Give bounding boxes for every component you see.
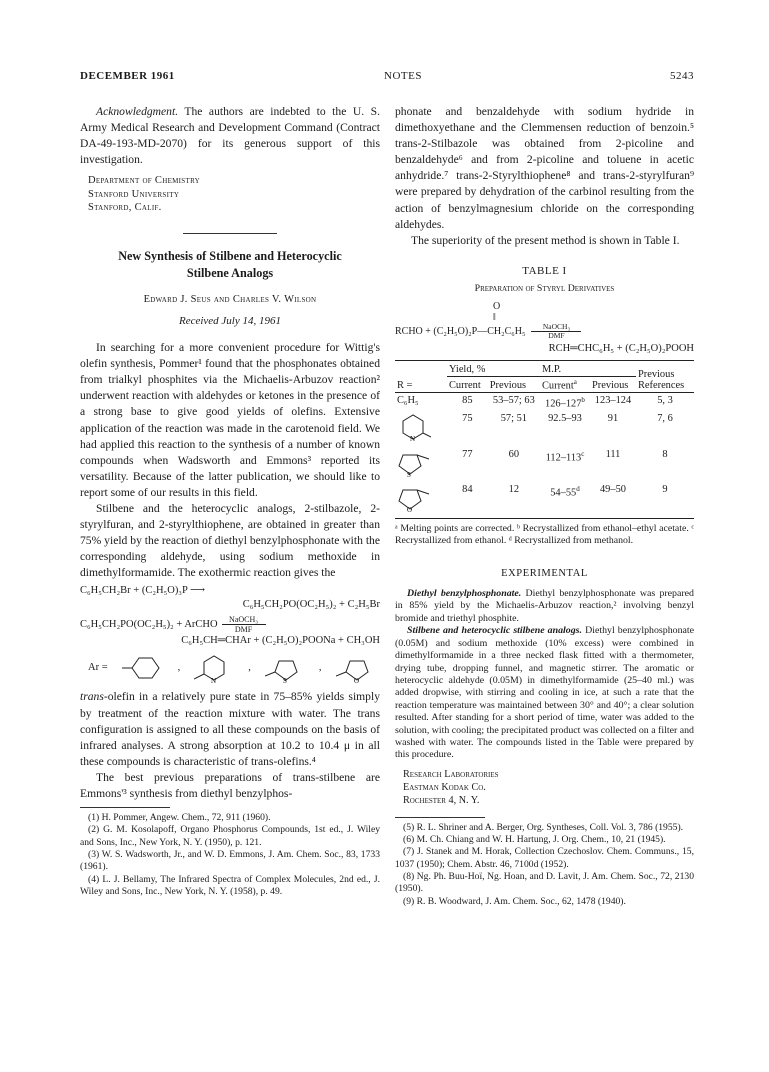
right-column	[395, 104, 694, 908]
left-column	[80, 104, 380, 898]
table-title: TABLE I	[522, 264, 567, 277]
footnote-3: (3) W. S. Wadsworth, Jr., and W. D. Emmons, J. Am. Chem. Soc., 83, 1733 (1961).	[80, 849, 380, 873]
cell-refs: 8	[662, 448, 668, 460]
cell-mp-previous: 49–50	[590, 482, 636, 518]
svg-text:N: N	[211, 677, 217, 684]
col-header-r: R =	[395, 361, 447, 392]
r-furyl	[395, 482, 447, 518]
page-number: 5243	[670, 70, 694, 82]
paragraph-synthesis: Stilbene and the heterocyclic analogs, 2-stilbazole, 2-styrylfuran, and 2-styrylthiophene, are obtained in greater than 75% yield by the reaction of diethyl benzylphosphonate with the corresponding aldehyde, using sodium methoxide in dimethylformamide. The exothermic reaction gives the	[80, 502, 380, 580]
furyl-ring-icon	[397, 484, 431, 512]
pyridyl-ring-icon	[397, 413, 431, 441]
footnote-7: (7) J. Stanek and M. Horak, Collection Czechoslov. Chem. Communs., 15, 1037 (1950); Chem. Abstr. 46, 7100d (1952).	[395, 846, 694, 870]
svg-text:S: S	[282, 677, 287, 684]
cell-mp-previous: 111	[605, 448, 621, 460]
article-title: New Synthesis of Stilbene and Heterocyclic Stilbene Analogs	[118, 248, 342, 280]
cell-yield-previous: 53–57; 63	[492, 394, 535, 406]
cell-mp-current: 126–127$^b$	[545, 395, 585, 409]
furyl-ring-icon	[336, 653, 376, 683]
footnotes-right	[395, 822, 694, 908]
running-header-date: DECEMBER 1961	[80, 70, 175, 82]
authors: Edward J. Seus and Charles V. Wilson	[143, 293, 317, 305]
footnote-divider	[395, 817, 485, 818]
cell-mp-current: 92.5–93	[548, 413, 582, 425]
cell-yield-previous: 57; 51	[500, 413, 527, 425]
footnote-5: (5) R. L. Shriner and A. Berger, Org. Syntheses, Coll. Vol. 3, 786 (1955).	[403, 821, 684, 833]
cell-mp-current: 112–113$^c$	[545, 449, 585, 464]
acknowledgment	[80, 104, 380, 168]
footnote-9: (9) R. B. Woodward, J. Am. Chem. Soc., 62, 1478 (1940).	[403, 895, 626, 907]
svg-text:S: S	[407, 470, 411, 477]
lab-address: Research Laboratories Eastman Kodak Co. Rochester 4, N. Y.	[403, 768, 499, 806]
ack-text: The authors are indebted to the U. S. Army Medical Research and Development Command (Contract DA-49-193-MD-2070) for its generous support of this investigation.	[80, 105, 380, 167]
r-phenyl: C₆H₅	[397, 394, 419, 406]
col-header-mp-current: Current$^a$	[540, 376, 590, 392]
table-row	[395, 411, 694, 447]
ack-label: Acknowledgment.	[96, 105, 179, 118]
table-subtitle: Preparation of Styryl Derivatives	[474, 282, 615, 294]
footnote-8: (8) Ng. Ph. Buu-Hoï, Ng. Hoan, and D. Lavit, J. Am. Chem. Soc., 72, 2130 (1950).	[395, 870, 694, 895]
cell-mp-previous: 123–124	[594, 394, 632, 406]
cell-mp-previous: 91	[607, 413, 619, 425]
svg-text:O: O	[353, 677, 359, 684]
table-row	[395, 392, 694, 411]
cell-refs: 7, 6	[657, 413, 673, 425]
pyridyl-ring-icon	[194, 653, 234, 683]
cell-yield-current: 84	[447, 482, 488, 518]
col-header-yield: Yield, %	[447, 361, 540, 377]
table-footnotes: ᵃ Melting points are corrected. ᵇ Recrystallized from ethanol–ethyl acetate. ᶜ Recrystallized from ethanol. ᵈ Recrystallized from methanol.	[395, 522, 694, 547]
section-divider	[183, 233, 277, 234]
table-row	[395, 482, 694, 518]
cell-refs: 5, 3	[657, 394, 673, 406]
experimental-paragraph-1: Diethyl benzylphosphonate. Diethyl benzylphosphonate was prepared in 85% yield by the Michaelis-Arbuzov reaction,² involving benzyl bromide and triethyl phosphite.	[395, 588, 694, 624]
col-header-yield-previous: Previous	[488, 376, 540, 392]
affil-city: Stanford, Calif.	[88, 202, 162, 214]
thienyl-ring-icon	[265, 653, 305, 683]
cell-yield-current: 77	[462, 448, 473, 460]
col-header-prev-refs: Previous References	[636, 361, 694, 392]
footnote-6: (6) M. Ch. Chiang and W. H. Hartung, J. Org. Chem., 10, 21 (1945).	[403, 834, 666, 846]
affil-dept: Department of Chemistry	[88, 175, 201, 187]
paragraph-previous-prep-cont: phonate and benzaldehyde with sodium hydride in dimethoxyethane and the Clemmensen reduction of benzoin.⁵ trans-2-Stilbazole was obtained from 2-picoline and benzaldehyde⁶ and from 2-picoline and toluene in acetic anhydride.⁷ trans-2-Styrylthiophene⁸ and trans-2-styrylfuran⁹ were prepared by dehydration of the carbinol resulting from the action of benzylmagnesium chloride on the corresponding aldehydes.	[395, 105, 694, 231]
thienyl-ring-icon	[397, 449, 431, 477]
styryl-derivatives-table	[395, 360, 694, 519]
col-header-mp-previous: Previous	[590, 376, 636, 392]
cell-yield-current: 75	[462, 413, 473, 425]
paragraph-trans-olefin: trans-olefin in a relatively pure state in 75–85% yields simply by treatment of the reaction mixture with water. The trans configuration is assigned to all these compounds on the basis of infrared analyses. A strong absorption at 10.2 to 10.4 μ in all these compounds is characteristic of trans-olefins.⁴	[80, 690, 380, 768]
col-header-yield-current: Current	[447, 376, 488, 392]
svg-text:N: N	[410, 435, 416, 442]
running-header-section: NOTES	[384, 70, 422, 82]
table-reaction-equation: O ‖ RCHO + (C₂H₅O)₂P—CH₂C₆H₅ NaOCH₃ DMF RCH═CHC₆H₅ + (C₂H₅O)₂POOH	[395, 301, 694, 355]
cell-yield-previous: 60	[508, 448, 520, 460]
affiliation	[88, 174, 380, 215]
paragraph-previous-prep: The best previous preparations of trans-stilbene are Emmons'³ synthesis from diethyl benzylphos-	[80, 770, 380, 801]
phenyl-ring-icon	[122, 655, 164, 681]
cell-yield-current: 85	[462, 394, 473, 406]
col-header-mp: M.P.	[540, 361, 636, 377]
paragraph-superiority: The superiority of the present method is shown in Table I.	[411, 233, 680, 247]
footnote-1: (1) H. Pommer, Angew. Chem., 72, 911 (1960).	[88, 812, 271, 824]
footnote-divider	[80, 807, 170, 808]
cell-refs: 9	[636, 482, 694, 518]
paragraph-intro: In searching for a more convenient procedure for Wittig's olefin synthesis, Pommer¹ found that the phosphonates obtained from trialkyl phosphites via the Michaelis-Arbuzov reaction² underwent reaction with aldehydes or ketones in the presence of a strong base to give good yields of olefins. Extensive application of the reaction was made in the carotenoid field. We had applied this reaction to the synthesis of a number of known compounds when Wadsworth and Emmons³ reported its versatility. Because of the latter publication, we should like to report some of our results in this field.	[80, 341, 380, 499]
equation-1: C₆H₅CH₂Br + (C₂H₅O)₃P ⟶ C₆H₅CH₂PO(OC₂H₅)₂ + C₂H₅Br	[80, 585, 380, 611]
table-row	[395, 447, 694, 483]
aryl-structures: Ar = , N , S , O	[88, 653, 380, 683]
experimental-paragraph-2: Stilbene and heterocyclic stilbene analogs. Diethyl benzylphosphonate (0.05M) and sodium methoxide (10% excess) were combined in dimethylformamide in a three necked flask fitted with a thermometer, drying tube, dropping funnel, and magnetic stirrer. The aromatic or heterocyclic aldehyde (0.05M) in dimethylformamide (25–40 ml.) was added dropwise, with stirring and cooling in ice, at such a rate that the reaction temperature was maintained between 30° and 40°; a clear solution resulted. After standing for a short period of time, water was added to the solution, with cooling; the precipitated product was collected on a filter and washed with water. The compounds listed in the Table were prepared by this procedure.	[395, 625, 695, 761]
received-date: Received July 14, 1961	[178, 314, 281, 327]
footnote-2: (2) G. M. Kosolapoff, Organo Phosphorus Compounds, 1st ed., J. Wiley and Sons, Inc., New York, N. Y. (1950), p. 121.	[80, 824, 380, 848]
equation-2: C₆H₅CH₂PO(OC₂H₅)₂ + ArCHO NaOCH₃ DMF C₆H₅CH═CHAr + (C₂H₅O)₂POONa + CH₃OH	[80, 615, 380, 647]
footnote-4: (4) L. J. Bellamy, The Infrared Spectra of Complex Molecules, 2nd ed., J. Wiley and Sons, Inc., New York, N. Y. (1958), p. 49.	[80, 873, 380, 897]
cell-yield-previous: 12	[488, 482, 540, 518]
experimental-section	[395, 588, 694, 762]
affil-univ: Stanford University	[88, 188, 180, 200]
svg-text:O: O	[407, 506, 413, 513]
r-pyridyl	[395, 411, 447, 447]
r-thienyl	[395, 447, 447, 483]
cell-mp-current: 54–55$^d$	[540, 482, 590, 518]
experimental-heading: EXPERIMENTAL	[501, 567, 588, 579]
footnotes-left	[80, 812, 380, 898]
